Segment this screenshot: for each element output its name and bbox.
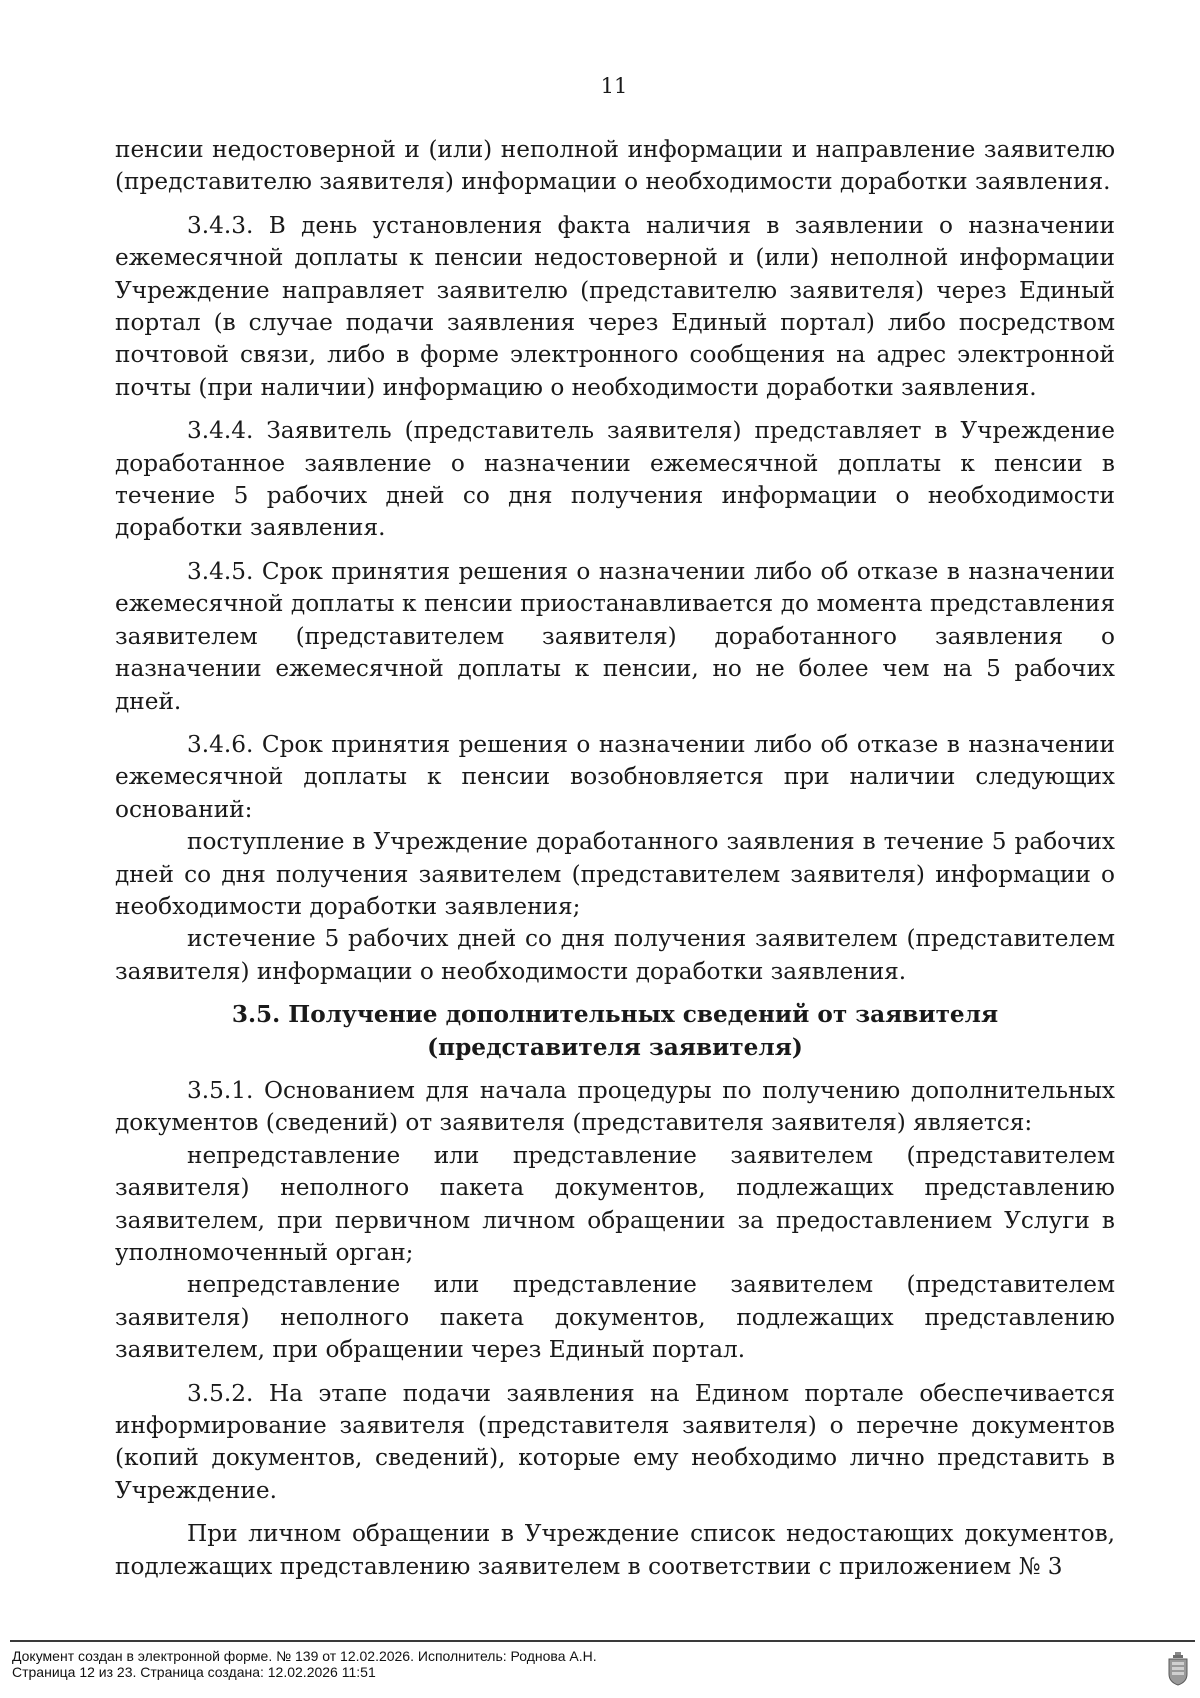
- document-body: [115, 134, 1115, 1583]
- paragraph-continuation: пенсии недостоверной и (или) неполной информации и направление заявителю (представителю заявителя) информации о необходимости доработки заявления.: [115, 136, 1115, 196]
- section-heading-3-5: 3.5. Получение дополнительных сведений от заявителя (представителя заявителя): [231, 1001, 999, 1061]
- coat-of-arms-icon: [1166, 1652, 1190, 1686]
- paragraph-3-4-4: 3.4.4. Заявитель (представитель заявителя) представляет в Учреждение доработанное заявление о назначении ежемесячной доплаты к пенсии в течение 5 рабочих дней со дня получения информации о необходимости доработки заявления.: [115, 417, 1115, 542]
- paragraph-3-4-6: 3.4.6. Срок принятия решения о назначении либо об отказе в назначении ежемесячной доплаты к пенсии возобновляется при наличии следующих оснований:: [115, 730, 1115, 823]
- paragraph-personal-visit: При личном обращении в Учреждение список недостающих документов, подлежащих представлению заявителем в соответствии с приложением № 3: [115, 1520, 1115, 1580]
- page-number: 11: [600, 74, 628, 98]
- footer-divider: [10, 1640, 1195, 1642]
- footer-line-document: Документ создан в электронной форме. № 139 от 12.02.2026. Исполнитель: Роднова А.Н.: [12, 1648, 597, 1664]
- list-item-case-1: непредставление или представление заявителем (представителем заявителя) неполного пакета документов, подлежащих представлению заявителем, при первичном личном обращении за предоставлением Услуги в уполномоченный орган;: [115, 1141, 1115, 1266]
- paragraph-3-4-3: 3.4.3. В день установления факта наличия в заявлении о назначении ежемесячной доплаты к пенсии недостоверной и (или) неполной информации Учреждение направляет заявителю (представителю заявителя) через Единый портал (в случае подачи заявления через Единый портал) либо посредством почтовой связи, либо в форме электронного сообщения на адрес электронной почты (при наличии) информацию о необходимости доработки заявления.: [115, 211, 1115, 401]
- paragraph-3-5-2: 3.5.2. На этапе подачи заявления на Едином портале обеспечивается информирование заявителя (представителя заявителя) о перечне документов (копий документов, сведений), которые ему необходимо лично представить в Учреждение.: [115, 1379, 1115, 1504]
- list-item-ground-2: истечение 5 рабочих дней со дня получения заявителем (представителем заявителя) информации о необходимости доработки заявления.: [115, 925, 1115, 985]
- list-item-ground-1: поступление в Учреждение доработанного заявления в течение 5 рабочих дней со дня получения заявителем (представителем заявителя) информации о необходимости доработки заявления;: [115, 828, 1115, 920]
- paragraph-3-5-1: 3.5.1. Основанием для начала процедуры по получению дополнительных документов (сведений) от заявителя (представителя заявителя) является:: [115, 1076, 1115, 1137]
- footer-line-page: Страница 12 из 23. Страница создана: 12.02.2026 11:51: [12, 1663, 376, 1680]
- paragraph-3-4-5: 3.4.5. Срок принятия решения о назначении либо об отказе в назначении ежемесячной доплаты к пенсии приостанавливается до момента представления заявителем (представителем заявителя) доработанного заявления о назначении ежемесячной доплаты к пенсии, но не более чем на 5 рабочих дней.: [115, 557, 1115, 715]
- footer-text: [12, 1649, 597, 1680]
- list-item-case-2: непредставление или представление заявителем (представителем заявителя) неполного пакета документов, подлежащих представлению заявителем, при обращении через Единый портал.: [115, 1271, 1115, 1364]
- document-footer: [0, 1640, 1200, 1698]
